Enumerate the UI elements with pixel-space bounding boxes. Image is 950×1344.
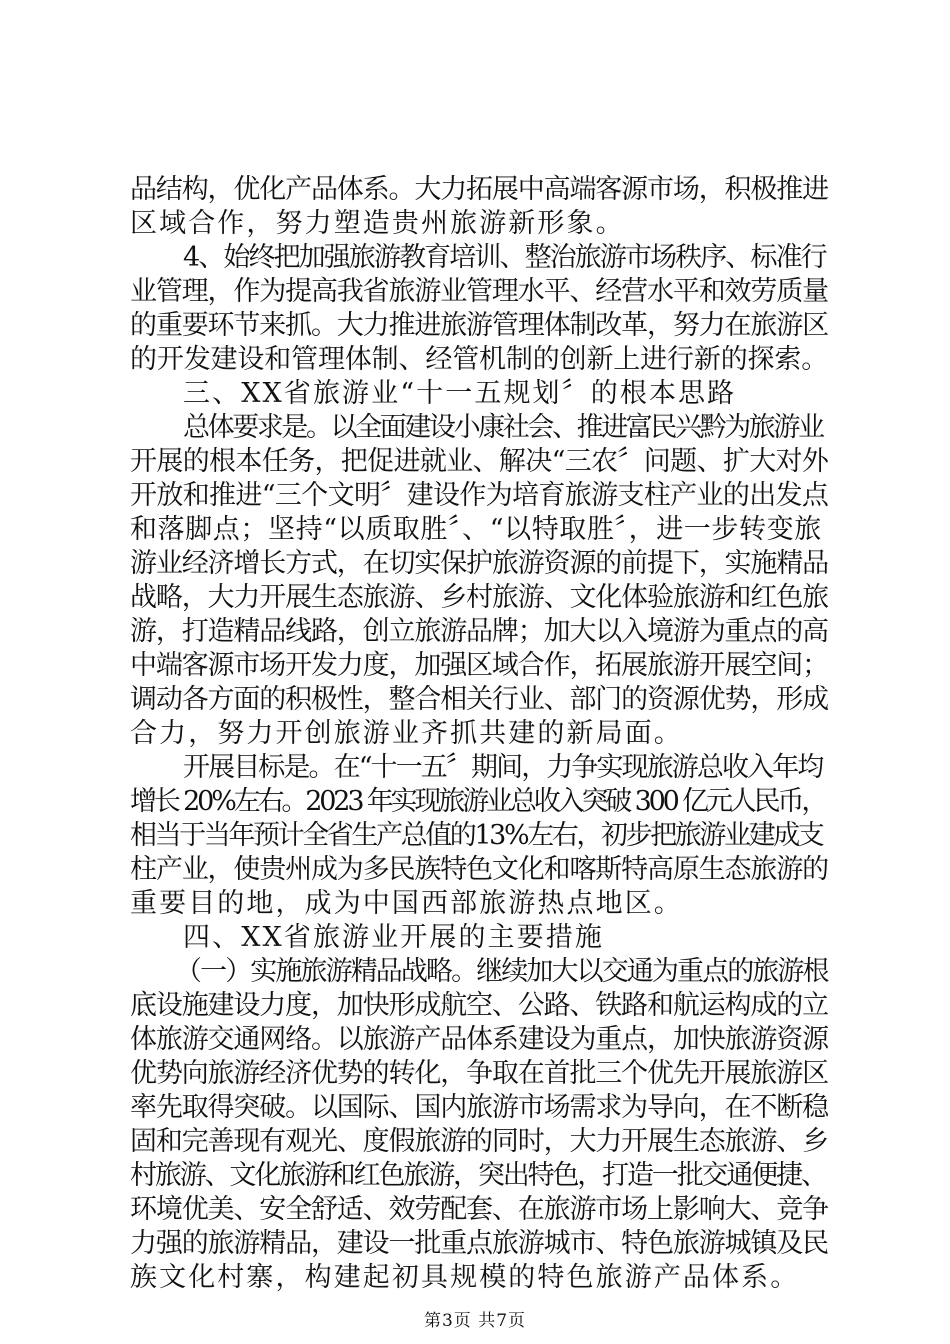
text-line: 的开发建设和管理体制、经管机制的创新上进行新的探索。: [130, 344, 829, 375]
text-line: 开展的根本任务，把促进就业、解决“三农〞问题、扩大对外: [130, 446, 829, 477]
text-line: 总体要求是。以全面建设小康社会、推进富民兴黔为旅游业: [183, 412, 823, 443]
text-line: 增长 20%左右。2023 年实现旅游业总收入突破 300 亿元人民币，: [130, 786, 826, 817]
text-line: 4、始终把加强旅游教育培训、整治旅游市场秩序、标准行: [183, 242, 826, 273]
section-heading: 四、XX省旅游业开展的主要措施: [183, 922, 604, 953]
page-footer: 第3页 共7页: [423, 1311, 527, 1331]
text-line: 调动各方面的积极性，整合相关行业、部门的资源优势，形成: [130, 684, 828, 715]
text-line: 固和完善现有观光、度假旅游的同时，大力开展生态旅游、乡: [130, 1126, 828, 1157]
text-line: 重要目的地，成为中国西部旅游热点地区。: [130, 888, 683, 919]
text-line: 游业经济增长方式，在切实保护旅游资源的前提下，实施精品: [130, 548, 828, 579]
text-line: 合力，努力开创旅游业齐抓共建的新局面。: [130, 718, 683, 749]
text-line: 的重要环节来抓。大力推进旅游管理体制改革，努力在旅游区: [130, 310, 828, 341]
text-line: 业管理，作为提高我省旅游业管理水平、经营水平和效劳质量: [130, 276, 828, 307]
text-line: 开展目标是。在“十一五〞期间，力争实现旅游总收入年均: [183, 752, 823, 783]
text-line: 底设施建设力度，加快形成航空、公路、铁路和航运构成的立: [130, 990, 828, 1021]
text-line: 环境优美、安全舒适、效劳配套、在旅游市场上影响大、竞争: [130, 1194, 828, 1225]
text-line: 优势向旅游经济优势的转化，争取在首批三个优先开展旅游区: [130, 1058, 828, 1089]
text-line: 品结构，优化产品体系。大力拓展中高端客源市场，积极推进: [130, 174, 828, 205]
text-line: 力强的旅游精品，建设一批重点旅游城市、特色旅游城镇及民: [130, 1228, 828, 1259]
text-line: 柱产业，使贵州成为多民族特色文化和喀斯特高原生态旅游的: [130, 854, 828, 885]
text-line: 相当于当年预计全省生产总值的13%左右，初步把旅游业建成支: [130, 820, 823, 851]
section-heading: 三、XX省旅游业“十一五规划〞的根本思路: [183, 378, 737, 409]
text-line: 游，打造精品线路，创立旅游品牌；加大以入境游为重点的高: [130, 616, 828, 647]
text-line: 区域合作，努力塑造贵州旅游新形象。: [130, 208, 625, 239]
text-line: 开放和推进“三个文明〞建设作为培育旅游支柱产业的出发点: [130, 480, 829, 511]
text-line: 中端客源市场开发力度，加强区域合作，拓展旅游开展空间；: [130, 650, 828, 681]
text-line: 村旅游、文化旅游和红色旅游，突出特色，打造一批交通便捷、: [130, 1160, 826, 1191]
text-line: 战略，大力开展生态旅游、乡村旅游、文化体验旅游和红色旅: [130, 582, 828, 613]
text-line: 率先取得突破。以国际、国内旅游市场需求为导向，在不断稳: [130, 1092, 828, 1123]
text-line: 体旅游交通网络。以旅游产品体系建设为重点，加快旅游资源: [130, 1024, 828, 1055]
text-line: 和落脚点；坚持“以质取胜〞、“以特取胜〞，进一步转变旅: [130, 514, 822, 545]
text-line: 族文化村寨，构建起初具规模的特色旅游产品体系。: [130, 1262, 800, 1293]
text-line: （一）实施旅游精品战略。继续加大以交通为重点的旅游根: [175, 956, 828, 987]
